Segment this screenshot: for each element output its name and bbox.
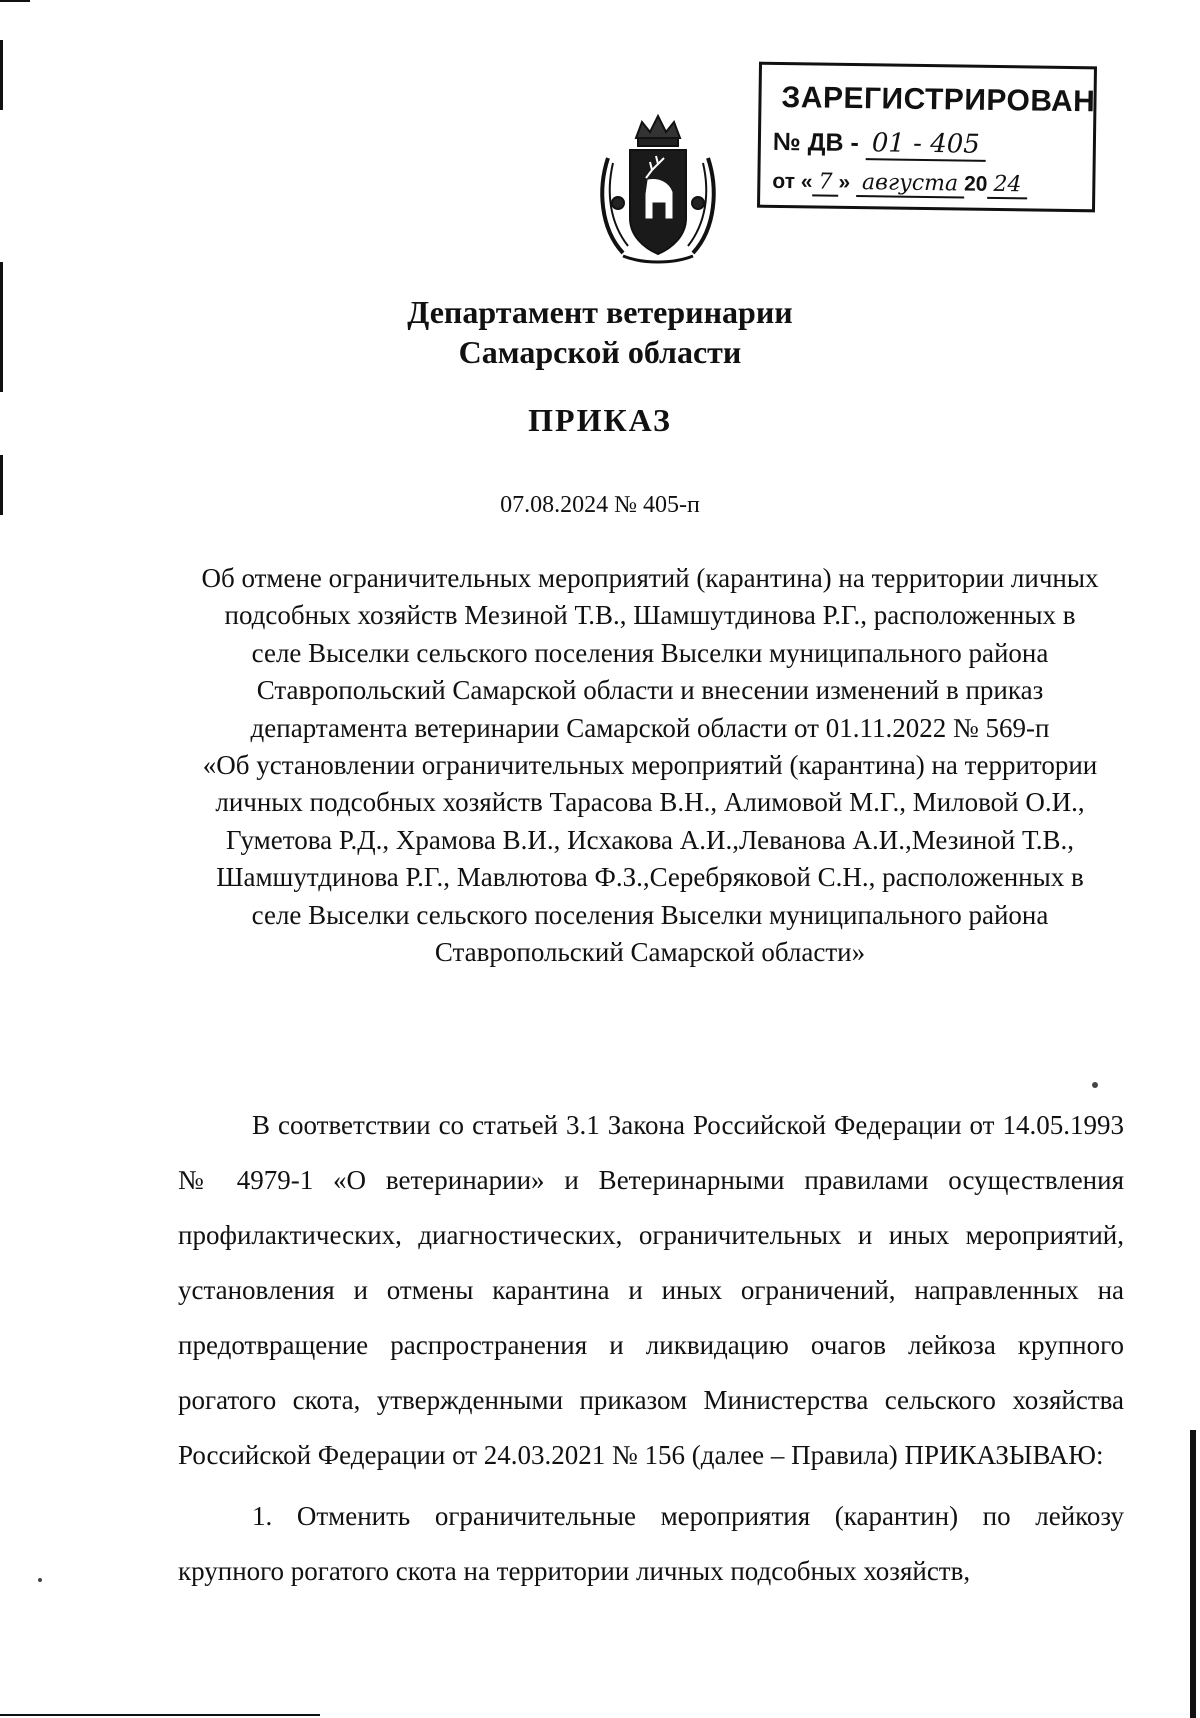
stamp-date-year-prefix: 20 [963,172,988,196]
stamp-date-sep: » [838,170,851,194]
scan-speck [1092,1082,1098,1088]
title-line: подсобных хозяйств Мезиной Т.В., Шамшутдинова Р.Г., расположенных в [224,600,1076,631]
department-line-1: Департамент ветеринарии [407,294,793,330]
body-paragraph: 1. Отменить ограничительные мероприятия (карантин) по лейкозу крупного рогатого скота на территории личных подсобных хозяйств, [178,1501,1124,1586]
stamp-number-prefix: № ДВ - [772,127,860,158]
scan-speck [38,1578,42,1582]
document-number: 07.08.2024 № 405-п [500,492,700,518]
document-body [178,1098,1124,1599]
stamp-number-value: 01 - 405 [866,128,986,162]
title-line: Гуметова Р.Д., Храмова В.И., Исхакова А.И.,Леванова А.И.,Мезиной Т.В., [225,824,1075,855]
document-title [170,560,1130,971]
registration-stamp [757,62,1097,213]
body-paragraph: В соответствии со статьей 3.1 Закона Российской Федерации от 14.05.1993 № 4979-1 «О ветеринарии» и Ветеринарными правилами осуществления профилактических, диагностических, ограничительных и иных мероприятий, установления и отмены карантина и иных ограничений, направленных на предотвращение распространения и ликвидацию очагов лейкоза крупного рогатого скота, утвержденными приказом Министерства сельского хозяйства Российской Федерации от 24.03.2021 № 156 (далее – Правила) ПРИКАЗЫВАЮ: [178,1110,1124,1470]
title-line: Ставропольский Самарской области и внесении изменений в приказ [256,675,1044,706]
stamp-date-row [772,169,1027,200]
title-line: Об отмене ограничительных мероприятий (карантина) на территории личных [201,563,1099,593]
stamp-date-year: 24 [987,172,1027,200]
department-line-2: Самарской области [458,334,742,370]
title-line: селе Выселки сельского поселения Выселки муниципального района [251,637,1049,668]
title-line: личных подсобных хозяйств Тарасова В.Н., Алимовой М.Г., Миловой О.И., [215,787,1085,818]
scan-edge-mark [1190,1430,1196,1718]
scan-edge-mark [0,0,30,2]
title-line: «Об установлении ограничительных мероприятий (карантина) на территории [202,750,1098,781]
coat-of-arms-icon [588,108,728,268]
stamp-date-month: августа [856,170,964,199]
stamp-date-day: 7 [812,169,838,196]
department-name [0,292,1200,372]
stamp-date-prefix: от « [772,169,813,194]
title-line: Ставропольский Самарской области» [434,937,866,968]
title-line: Шамшутдинова Р.Г., Мавлютова Ф.З.,Серебряковой С.Н., расположенных в [216,862,1084,893]
document-type: ПРИКАЗ [528,402,672,438]
stamp-number-row [773,127,986,162]
scan-edge-mark [0,40,3,110]
title-line: департамента ветеринарии Самарской области от 01.11.2022 № 569-п [250,712,1050,743]
stamp-title: ЗАРЕГИСТРИРОВАН [781,80,1096,119]
scan-edge-mark [0,1714,320,1716]
title-line: селе Выселки сельского поселения Выселки муниципального района [251,899,1049,930]
